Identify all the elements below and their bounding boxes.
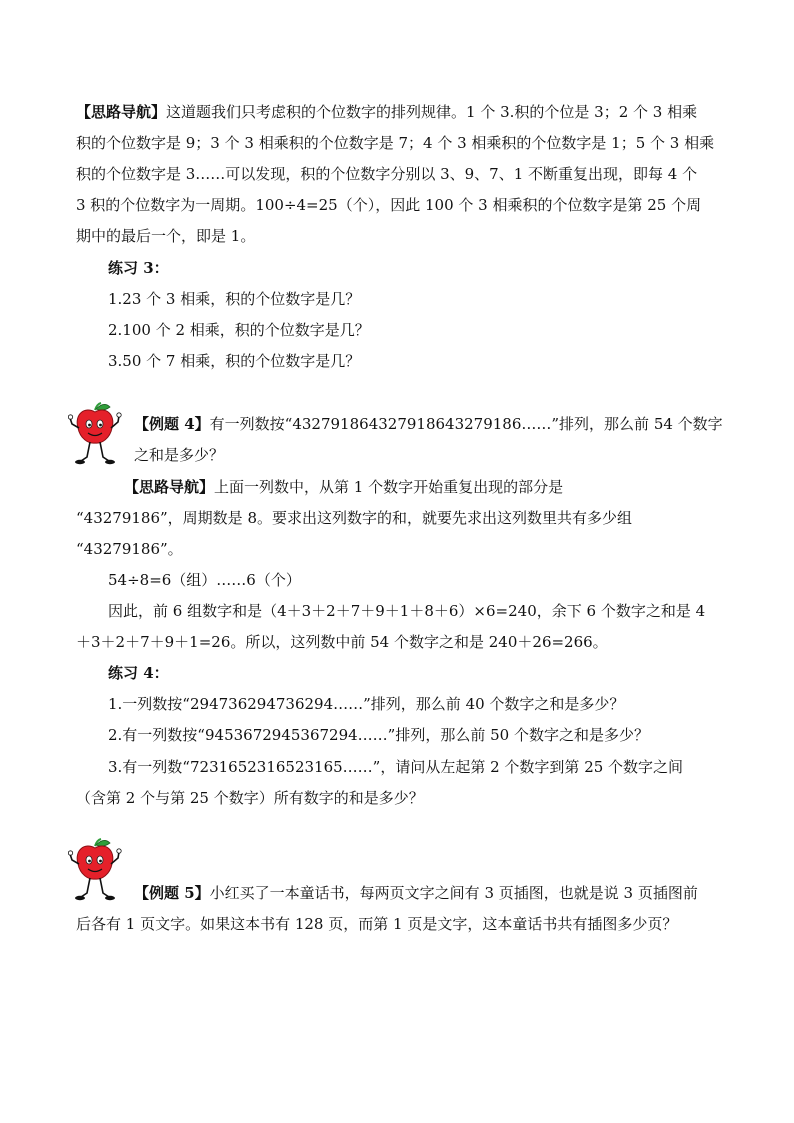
practice-4-item-3-line-2: （含第 2 个与第 25 个数字）所有数字的和是多少？ bbox=[76, 789, 424, 807]
example-4-result-line-2: ＋3＋2＋7＋9＋1=26。所以，这列数中前 54 个数字之和是 240＋26=266。 bbox=[76, 633, 608, 651]
guide-label: 【思路导航】 bbox=[76, 103, 167, 121]
practice-3-item-2: 2.100 个 2 相乘，积的个位数字是几？ bbox=[108, 321, 370, 339]
example-4-guide-line-1 bbox=[124, 477, 774, 497]
example-4-line-2: 之和是多少？ bbox=[134, 446, 225, 464]
practice-4-item-3-line-1: 3.有一列数“7231652316523165……”，请问从左起第 2 个数字到第 25 个数字之间 bbox=[108, 758, 684, 776]
example-4-label: 【例题 4】 bbox=[134, 415, 210, 433]
apple-mascot-icon bbox=[68, 402, 122, 468]
guide-line-2: 积的个位数字是 9；3 个 3 相乘积的个位数字是 7；4 个 3 相乘积的个位数字是 1；5 个 3 相乘 bbox=[76, 134, 715, 152]
practice-3-item-3: 3.50 个 7 相乘，积的个位数字是几？ bbox=[108, 352, 361, 370]
practice-4-item-2: 2.有一列数按“9453672945367294……”排列，那么前 50 个数字之和是多少？ bbox=[108, 726, 649, 744]
guide-text: 这道题我们只考虑积的个位数字的排列规律。1 个 3.积的个位是 3；2 个 3 相乘 bbox=[166, 103, 698, 121]
apple-mascot-icon bbox=[68, 838, 122, 904]
example-4-text: 有一列数按“432791864327918643279186……”排列，那么前 54 个数字 bbox=[209, 415, 723, 433]
guide-line-4: 3 积的个位数字为一周期。100÷4=25（个），因此 100 个 3 相乘积的个位数字是第 25 个周 bbox=[76, 196, 702, 214]
example-4-guide-line-3: “43279186”。 bbox=[76, 540, 183, 558]
example-5-line-1 bbox=[134, 883, 734, 903]
example-5-line-2: 后各有 1 页文字。如果这本书有 128 页，而第 1 页是文字，这本童话书共有插图多少页？ bbox=[76, 915, 678, 933]
example-4-guide-label: 【思路导航】 bbox=[124, 478, 215, 496]
guide-line-3: 积的个位数字是 3……可以发现，积的个位数字分别以 3、9、7、1 不断重复出现，即每 4 个 bbox=[76, 165, 698, 183]
example-4-line-1 bbox=[134, 414, 734, 434]
practice-4-item-1: 1.一列数按“294736294736294……”排列，那么前 40 个数字之和是多少？ bbox=[108, 695, 625, 713]
guide-line-1 bbox=[76, 102, 726, 122]
example-4-calc: 54÷8=6（组）……6（个） bbox=[108, 571, 301, 589]
example-4-guide-text: 上面一列数中，从第 1 个数字开始重复出现的部分是 bbox=[214, 478, 564, 496]
practice-4-title: 练习 4： bbox=[108, 664, 169, 682]
practice-3-item-1: 1.23 个 3 相乘，积的个位数字是几？ bbox=[108, 290, 361, 308]
example-4-guide-line-2: “43279186”，周期数是 8。要求出这列数字的和，就要先求出这列数里共有多少组 bbox=[76, 509, 632, 527]
example-5-label: 【例题 5】 bbox=[134, 884, 210, 902]
example-5-text: 小红买了一本童话书，每两页文字之间有 3 页插图，也就是说 3 页插图前 bbox=[209, 884, 698, 902]
guide-line-5: 期中的最后一个，即是 1。 bbox=[76, 227, 256, 245]
practice-3-title: 练习 3： bbox=[108, 259, 169, 277]
example-4-result-line-1: 因此，前 6 组数字和是（4＋3＋2＋7＋9＋1＋8＋6）×6=240，余下 6 个数字之和是 4 bbox=[108, 602, 706, 620]
